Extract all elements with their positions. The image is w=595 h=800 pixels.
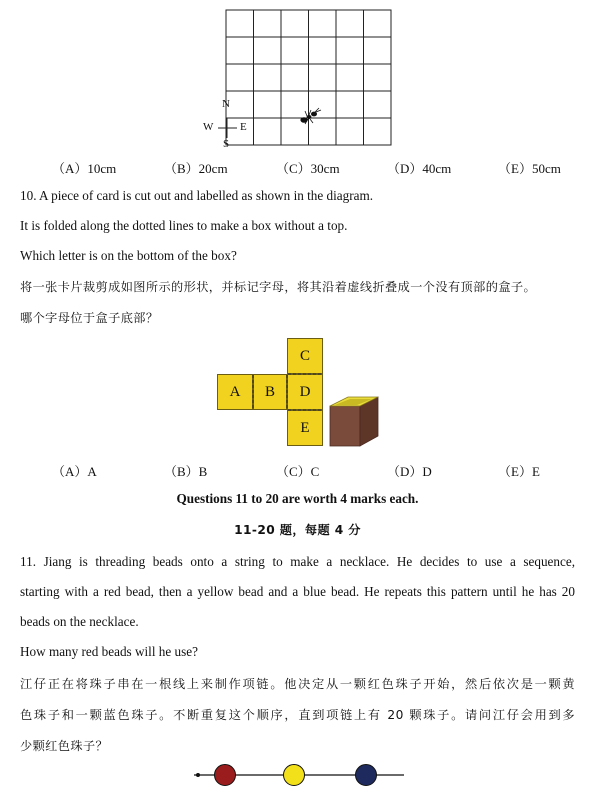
net-face-b: B [253,374,287,410]
q11-chinese-line-1: 江仔正在将珠子串在一根线上来制作项链。他决定从一颗红色珠子开始，然后依次是一颗黄 [20,677,575,691]
compass-south: S [223,138,230,150]
net-face-d: D [287,374,323,410]
q11-chinese-line-3: 少颗红色珠子？ [20,739,109,753]
q10-chinese-line-1: 将一张卡片裁剪成如图所示的形状，并标记字母，将其沿着虚线折叠成一个没有顶部的盒子。 [20,280,537,294]
bead-yellow [284,765,305,786]
q11-question-line-3: beads on the necklace. [20,614,139,629]
q9-option-b[interactable]: （B）20cm [164,161,228,176]
q9-option-a[interactable]: （A）10cm [52,161,117,176]
q11-question-line-2: starting with a red bead, then a yellow bead and a blue bead. He repeats this pattern until he has 20 [20,584,575,599]
fold-lines [217,338,324,447]
q9-option-c[interactable]: （C）30cm [276,161,340,176]
q11-chinese-line-2: 色珠子和一颗蓝色珠子。不断重复这个顺序，直到项链上有 20 颗珠子。请问江仔会用到多 [20,708,575,722]
q10-option-e[interactable]: （E）E [498,464,540,479]
q10-option-c[interactable]: （C）C [276,464,320,479]
compass-west: W [203,121,214,133]
q9-option-e[interactable]: （E）50cm [498,161,561,176]
section-heading-chinese: 11-20 题，每题 4 分 [234,523,361,537]
q10-option-a[interactable]: （A）A [52,464,97,479]
compass-east: E [240,121,247,133]
bead-blue [356,765,377,786]
net-face-a: A [217,374,253,410]
net-face-e: E [287,410,323,446]
q11-question-line-1: 11. Jiang is threading beads onto a string to make a necklace. He decides to use a sequence, [20,554,575,569]
q10-option-d[interactable]: （D）D [387,464,432,479]
q10-question-line-2: It is folded along the dotted lines to make a box without a top. [20,218,348,233]
open-box-image [326,392,386,452]
q10-chinese-line-2: 哪个字母位于盒子底部？ [20,311,159,325]
grid-figure [195,0,405,155]
q10-option-b[interactable]: （B）B [164,464,208,479]
net-face-c: C [287,338,323,374]
q10-question-line-3: Which letter is on the bottom of the box? [20,248,237,263]
section-heading-english: Questions 11 to 20 are worth 4 marks each. [176,491,419,506]
q11-question-line-4: How many red beads will he use? [20,644,198,659]
compass-north: N [222,98,230,110]
q10-question-line-1: 10. A piece of card is cut out and labelled as shown in the diagram. [20,188,374,203]
bead-red [215,765,236,786]
ant-icon [301,108,321,124]
bead-string-figure [190,762,410,788]
q9-option-d[interactable]: （D）40cm [387,161,452,176]
